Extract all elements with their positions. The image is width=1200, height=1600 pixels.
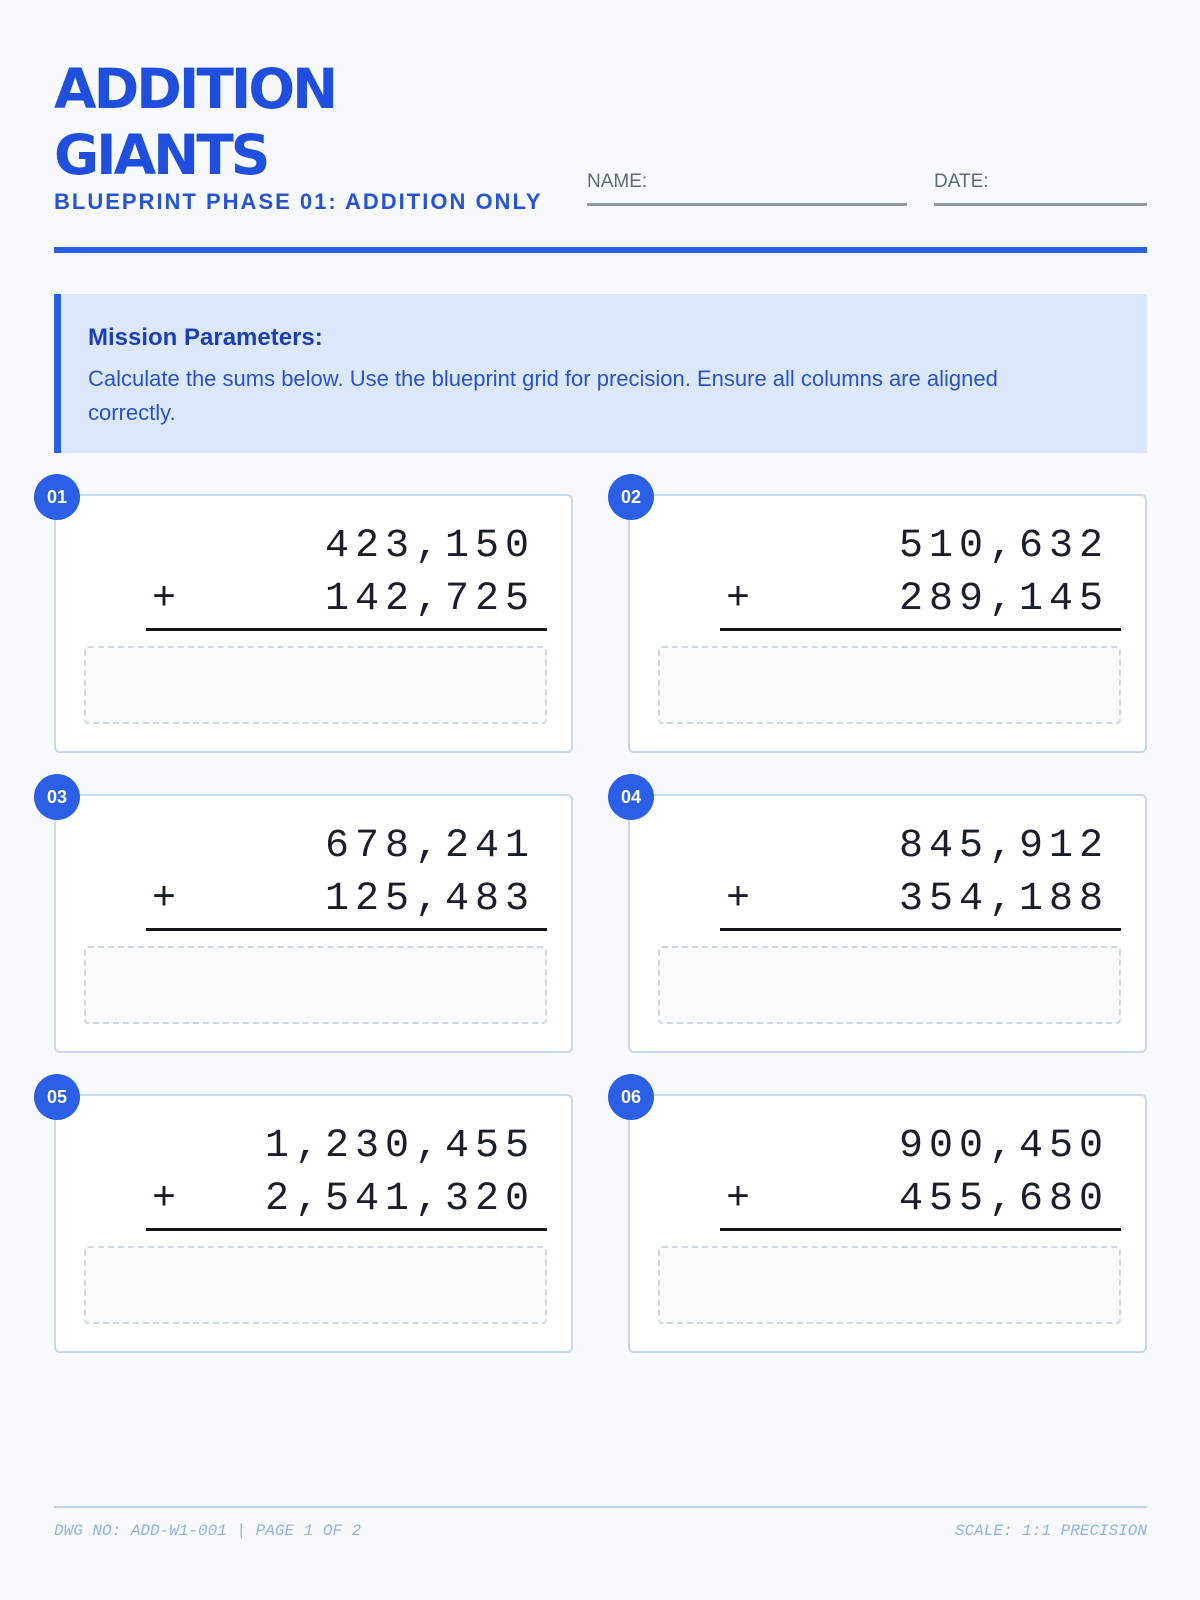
problem-number-badge: 01: [34, 474, 80, 520]
problem-number-badge: 06: [608, 1074, 654, 1120]
footer-scale: SCALE: 1:1 PRECISION: [954, 1522, 1147, 1540]
answer-box[interactable]: [84, 646, 547, 724]
addend-top: 510,632: [898, 524, 1109, 569]
problem-card-05: [46, 1086, 573, 1353]
sum-line: [146, 628, 547, 631]
addend-bottom: 455,680: [898, 1177, 1109, 1222]
problem-card-04: [620, 786, 1147, 1053]
addend-bottom: 289,145: [898, 577, 1109, 622]
sum-line: [146, 1228, 547, 1231]
problem-card-03: [46, 786, 573, 1053]
sum-line: [146, 928, 547, 931]
plus-sign: +: [726, 577, 751, 622]
problem-number-badge: 04: [608, 774, 654, 820]
answer-box[interactable]: [658, 1246, 1121, 1324]
answer-box[interactable]: [84, 946, 547, 1024]
addend-bottom: 142,725: [324, 577, 535, 622]
sum-line: [720, 928, 1121, 931]
title-line-2: GIANTS: [54, 123, 268, 187]
plus-sign: +: [152, 877, 177, 922]
addend-bottom: 125,483: [324, 877, 535, 922]
header-divider: [54, 247, 1147, 253]
footer-drawing-number: DWG NO: ADD-W1-001 | PAGE 1 OF 2: [54, 1522, 362, 1540]
addend-top: 678,241: [324, 824, 535, 869]
name-label: NAME:: [587, 171, 648, 192]
problem-number-badge: 03: [34, 774, 80, 820]
problem-number-badge: 02: [608, 474, 654, 520]
name-field[interactable]: [587, 171, 907, 206]
addend-top: 900,450: [898, 1124, 1109, 1169]
title-line-1: ADDITION: [54, 57, 336, 121]
addend-top: 423,150: [324, 524, 535, 569]
addend-top: 845,912: [898, 824, 1109, 869]
plus-sign: +: [152, 577, 177, 622]
addend-bottom: 2,541,320: [264, 1177, 535, 1222]
answer-box[interactable]: [84, 1246, 547, 1324]
answer-box[interactable]: [658, 646, 1121, 724]
sum-line: [720, 1228, 1121, 1231]
problem-card-02: [620, 486, 1147, 753]
page-subtitle: BLUEPRINT PHASE 01: ADDITION ONLY: [54, 189, 543, 214]
plus-sign: +: [726, 1177, 751, 1222]
page-title: [54, 56, 335, 188]
answer-box[interactable]: [658, 946, 1121, 1024]
sum-line: [720, 628, 1121, 631]
worksheet-page: [46, 0, 1147, 1600]
addend-top: 1,230,455: [264, 1124, 535, 1169]
addend-bottom: 354,188: [898, 877, 1109, 922]
plus-sign: +: [726, 877, 751, 922]
footer-divider: [54, 1506, 1147, 1508]
problem-number-badge: 05: [34, 1074, 80, 1120]
date-field[interactable]: [934, 171, 1147, 206]
plus-sign: +: [152, 1177, 177, 1222]
mission-text: Calculate the sums below. Use the blueprint grid for precision. Ensure all columns are aligned correctly.: [88, 366, 998, 425]
date-label: DATE:: [934, 171, 989, 192]
problem-card-01: [46, 486, 573, 753]
mission-heading: Mission Parameters:: [88, 324, 323, 351]
mission-box: [54, 294, 1147, 453]
problem-card-06: [620, 1086, 1147, 1353]
